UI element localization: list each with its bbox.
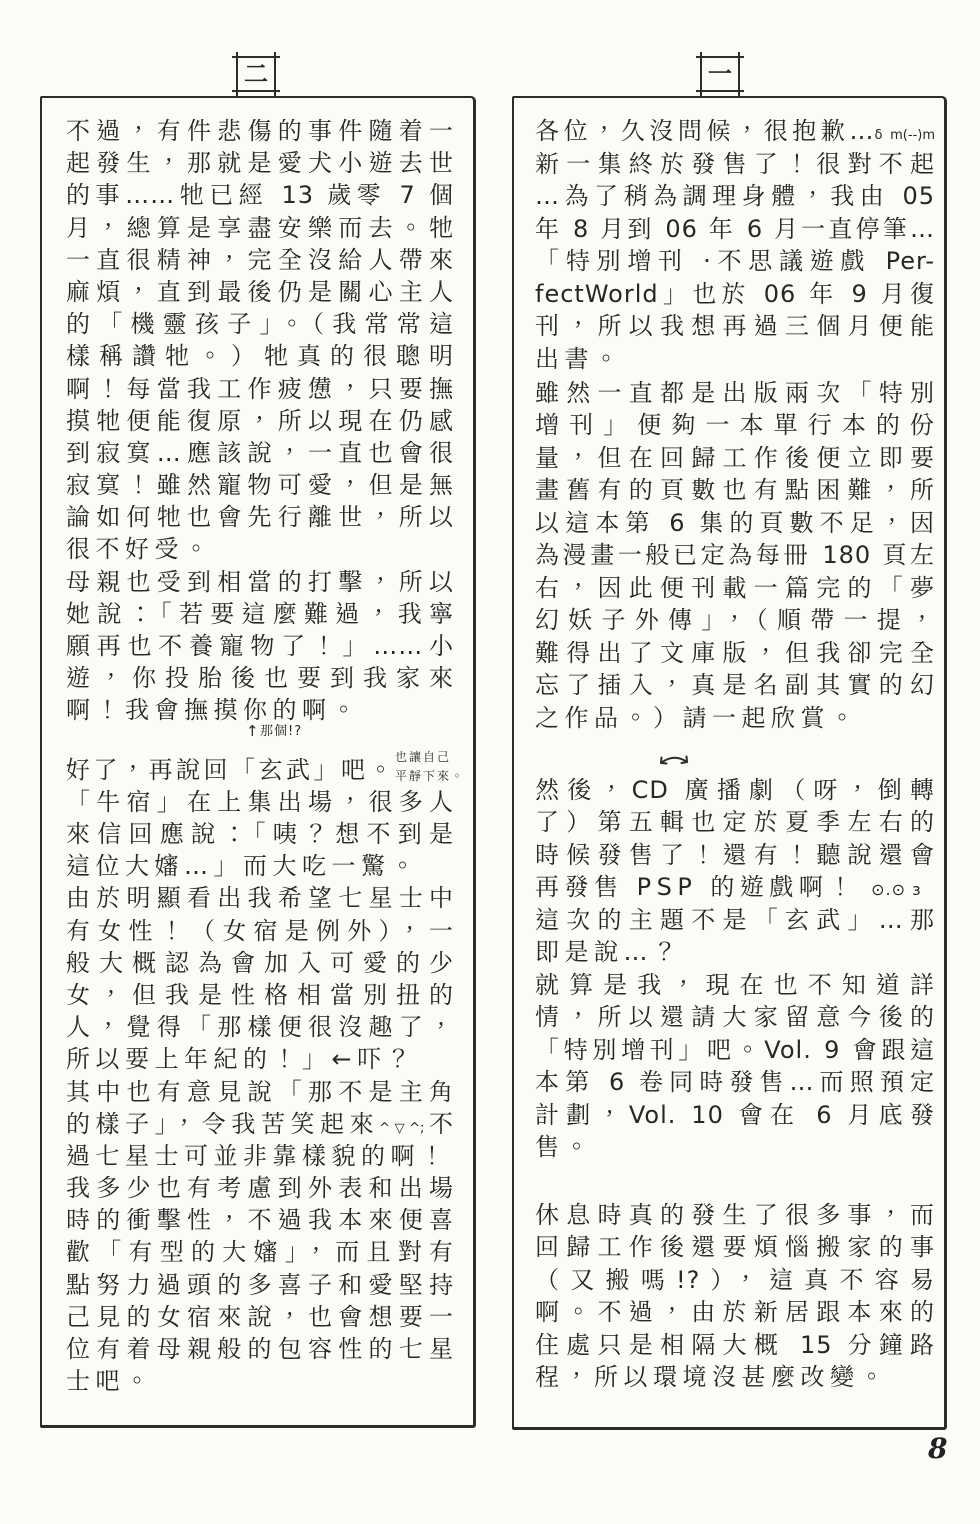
text-line: 本第 6 卷同時發售…而照預定 xyxy=(535,1068,935,1097)
text-line: 樣稱讚牠。）牠真的很聰明 xyxy=(66,342,454,371)
paragraph xyxy=(535,115,935,375)
text-line: 女，但我是性格相當別扭的 xyxy=(66,980,454,1009)
text-line xyxy=(535,115,935,148)
text-line: 過七星士可並非靠樣貌的啊！ xyxy=(66,1141,450,1170)
text-line: 摸牠便能復原，所以現在仍感 xyxy=(66,406,454,435)
text-line: 情，所以還請大家留意今後的 xyxy=(535,1003,935,1032)
text-line: （又搬嗎!?），這真不容易 xyxy=(535,1265,935,1294)
text-line: 「特別增刊」吧。Vol. 9 會跟這 xyxy=(535,1035,935,1064)
text-line: 住處只是相隔大概 15 分鐘路 xyxy=(535,1330,935,1359)
line-text: 再發售 PSP 的遊戲啊！ xyxy=(535,873,858,902)
text-line: 遊，你投胎後也要到我家來 xyxy=(66,664,454,693)
text-line: 幻妖子外傳」，（順帶一提， xyxy=(535,606,935,635)
text-line: 人，覺得「那樣便很沒趣了， xyxy=(66,1013,454,1042)
text-line: 的「機靈孩子」。（我常常這 xyxy=(66,310,454,339)
apology-emoticon: δ m(--)m xyxy=(874,128,935,143)
text-line: 刊，所以我想再過三個月便能 xyxy=(535,312,935,340)
line-text: 各位，久沒問候，很抱歉… xyxy=(535,117,875,145)
text-line: 為漫畫一般已定為每冊 180 頁左 xyxy=(535,541,935,570)
text-line: 麻煩，直到最後仍是關心主人 xyxy=(66,277,454,306)
header-numeral: 一 xyxy=(708,60,732,88)
text-line: 之作品。）請一起欣賞。 xyxy=(535,703,860,732)
text-line: 起發生，那就是愛犬小遊去世 xyxy=(66,149,454,178)
text-line: 然後，CD 廣播劇（呀，倒轉 xyxy=(535,775,935,804)
text-line: 程，所以環境沒甚麼改變。 xyxy=(535,1363,889,1392)
text-line: 般大概認為會加入可愛的少 xyxy=(66,948,454,977)
text-line: 啊。不過，由於新居跟本來的 xyxy=(535,1298,935,1327)
text-line: 的事……牠已經 13 歲零 7 個 xyxy=(66,181,454,210)
pointer-note: 那個!? xyxy=(260,723,303,739)
text-line: 「牛宿」在上集出場，很多人 xyxy=(66,787,454,816)
paragraph xyxy=(66,1076,454,1173)
text-line: 時的衝擊性，不過我本來便喜 xyxy=(66,1206,454,1235)
paragraph xyxy=(535,377,935,735)
text-line: 位有着母親般的包容性的七星 xyxy=(66,1335,454,1364)
text-line: 歡「有型的大嬸」，而且對有 xyxy=(66,1238,454,1267)
text-line: 啊！我會撫摸你的啊。 xyxy=(66,696,361,725)
side-note-line: 也讓自己 xyxy=(395,750,452,764)
text-line: 不過，有件悲傷的事件隨着一 xyxy=(66,117,454,145)
text-line: 月，總算是享盡安樂而去。牠 xyxy=(66,213,454,242)
text-line: 啊！每當我工作疲憊，只要撫 xyxy=(66,374,454,403)
text-line: 以這本第 6 集的頁數不足，因 xyxy=(535,508,935,537)
text-line: 即是說…？ xyxy=(535,938,683,967)
line-text: 不 xyxy=(424,1109,454,1138)
text-line: 論如何牠也會先行離世，所以 xyxy=(66,503,454,532)
side-note-line: 平靜下來。 xyxy=(395,769,466,783)
text-line: 時候發售了！還有！聽說還會 xyxy=(535,840,935,869)
text-line: 其中也有意見說「那不是主角 xyxy=(66,1077,454,1106)
text-line: 新一集終於發售了！很對不起 xyxy=(535,149,935,178)
text-line: 量，但在回歸工作後便立即要 xyxy=(535,443,935,472)
swap-arrow-row xyxy=(535,734,935,774)
text-line: 這位大嬸…」而大吃一驚。 xyxy=(66,852,420,881)
paragraph xyxy=(535,1199,935,1394)
text-line: 回歸工作後還要煩惱搬家的事 xyxy=(535,1233,935,1262)
text-line: 增刊」便夠一本單行本的份 xyxy=(535,411,935,440)
paragraph xyxy=(535,774,935,969)
text-line: 由於明顯看出我希望七星士中 xyxy=(66,884,454,913)
paragraph xyxy=(66,566,454,727)
header-numeral: 二 xyxy=(244,60,268,88)
surprised-emoticon: ⊙.⊙ з xyxy=(871,880,922,900)
line-text: 的樣子」，令我苦笑起來 xyxy=(66,1109,380,1138)
text-line: 到寂寞…應該說，一直也會很 xyxy=(66,438,454,467)
text-line: 好了，再說回「玄武」吧。 xyxy=(66,755,396,784)
paragraph xyxy=(66,882,454,1075)
page-number: 8 xyxy=(928,1432,948,1465)
wry-smile-emoticon: ^▽^; xyxy=(379,1120,425,1136)
text-line: 一直很精神，完全沒給人帶來 xyxy=(66,245,454,274)
right-column-text xyxy=(535,115,935,1394)
text-line: 有女性！（女宿是例外），一 xyxy=(66,916,454,945)
section-header-two xyxy=(236,56,276,92)
text-line: …為了稍為調理身體，我由 05 xyxy=(535,182,935,210)
text-line: 休息時真的發生了很多事，而 xyxy=(535,1200,935,1229)
text-line: 己見的女宿來說，也會想要一 xyxy=(66,1302,454,1331)
text-line: fectWorld」也於 06 年 9 月復 xyxy=(535,279,935,308)
text-line: 來信回應說：「咦？想不到是 xyxy=(66,820,454,849)
text-line: 右，因此便刊載一篇完的「夢 xyxy=(535,573,935,602)
up-arrow-icon: ↑ xyxy=(246,721,259,740)
text-line: 很不好受。 xyxy=(66,535,214,564)
text-line: 年 8 月到 06 年 6 月一直停筆… xyxy=(535,214,935,243)
text-line: 她說：「若要這麼難過，我寧 xyxy=(66,599,454,628)
paragraph xyxy=(66,115,454,566)
text-line: 士吧。 xyxy=(66,1367,155,1396)
text-line: 這次的主題不是「玄武」…那 xyxy=(535,905,935,934)
text-line: 計劃，Vol. 10 會在 6 月底發 xyxy=(535,1100,935,1129)
text-line: 點努力過頭的多喜子和愛堅持 xyxy=(66,1270,454,1299)
text-line: 寂寞！雖然寵物可愛，但是無 xyxy=(66,471,454,500)
text-line xyxy=(535,871,935,904)
text-line: 忘了插入，真是名副其實的幻 xyxy=(535,671,935,700)
text-line: 難得出了文庫版，但我卻完全 xyxy=(535,638,935,667)
text-line: 畫舊有的頁數也有點困難，所 xyxy=(535,476,935,505)
text-line: 母親也受到相當的打擊，所以 xyxy=(66,567,454,596)
text-line: 願再也不養寵物了！」……小 xyxy=(66,632,454,660)
text-line: 「特別增刊 ·不思議遊戲 Per- xyxy=(535,247,935,275)
swap-arrow-icon xyxy=(657,752,691,766)
text-line: 就算是我，現在也不知道詳 xyxy=(535,970,935,999)
side-note xyxy=(395,748,465,786)
text-line: 雖然一直都是出版兩次「特別 xyxy=(535,378,935,407)
text-line: 出書。 xyxy=(535,344,624,373)
text-line: 了）第五輯也定於夏季左右的 xyxy=(535,808,935,837)
text-line: 我多少也有考慮到外表和出場 xyxy=(66,1174,454,1203)
text-line: 售。 xyxy=(535,1133,594,1162)
text-line: 所以要上年紀的！」←吓？ xyxy=(66,1045,417,1074)
paragraph xyxy=(66,1172,454,1397)
paragraph xyxy=(535,969,935,1164)
section-header-one xyxy=(700,56,740,92)
text-line xyxy=(66,1108,454,1140)
